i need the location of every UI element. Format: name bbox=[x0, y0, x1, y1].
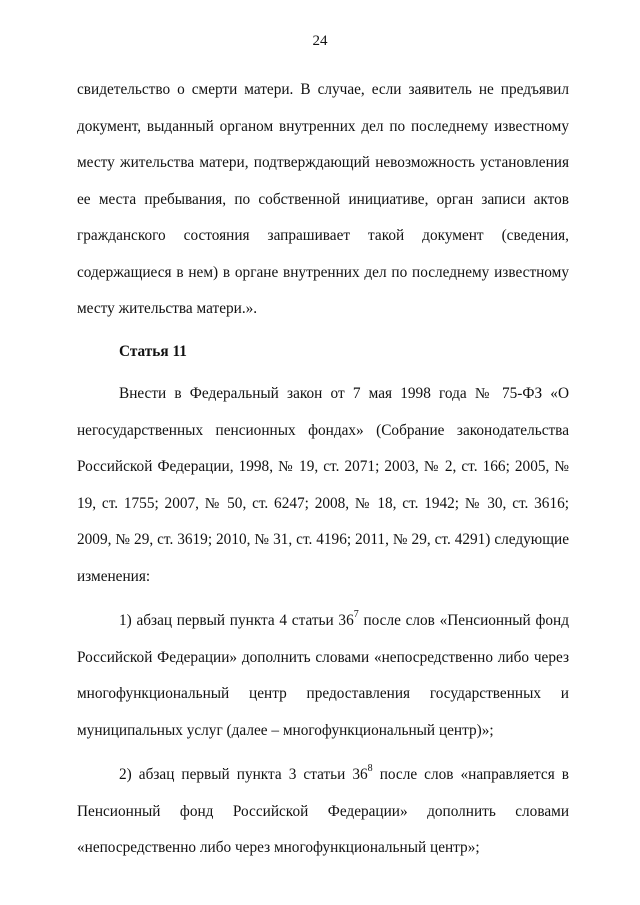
document-body bbox=[77, 72, 569, 867]
item-2-text-start: 2) абзац первый пункта 3 статьи 36 bbox=[119, 766, 368, 783]
item-2-text-end: после слов «направляется в Пенсионный фонд Российской Федерации» дополнить словами «непосредственно либо через многофункциональный центр»; bbox=[77, 766, 569, 856]
amendment-item-1 bbox=[77, 603, 569, 749]
page-number: 24 bbox=[312, 33, 328, 49]
item-1-superscript: 7 bbox=[353, 608, 359, 620]
item-2-superscript: 8 bbox=[367, 762, 373, 774]
amendment-item-2 bbox=[77, 757, 569, 867]
paragraph-continuation: свидетельство о смерти матери. В случае, если заявитель не предъявил документ, выданный органом внутренних дел по последнему известному месту жительства матери, подтверждающий невозможность установления ее места пребывания, по собственной инициативе, орган записи актов гражданского состояния запрашивает такой документ (сведения, содержащиеся в нем) в органе внутренних дел по последнему известному месту жительства матери.». bbox=[77, 81, 569, 317]
paragraph-amendment-intro: Внести в Федеральный закон от 7 мая 1998 года № 75-ФЗ «О негосударственных пенсионных фондах» (Собрание законодательства Российской Федерации, 1998, № 19, ст. 2071; 2003, № 2, ст. 166; 2005, № 19, ст. 1755; 2007, № 50, ст. 6247; 2008, № 18, ст. 1942; № 30, ст. 3616; 2009, № 29, ст. 3619; 2010, № 31, ст. 4196; 2011, № 29, ст. 4291) следующие изменения: bbox=[77, 385, 569, 585]
article-heading: Статья 11 bbox=[119, 342, 187, 360]
item-1-text-start: 1) абзац первый пункта 4 статьи 36 bbox=[119, 612, 354, 629]
item-1-text-end: после слов «Пенсионный фонд Российской Федерации» дополнить словами «непосредственно либо через многофункциональный центр предоставления государственных и муниципальных услуг (далее – многофункциональный центр)»; bbox=[77, 612, 569, 739]
